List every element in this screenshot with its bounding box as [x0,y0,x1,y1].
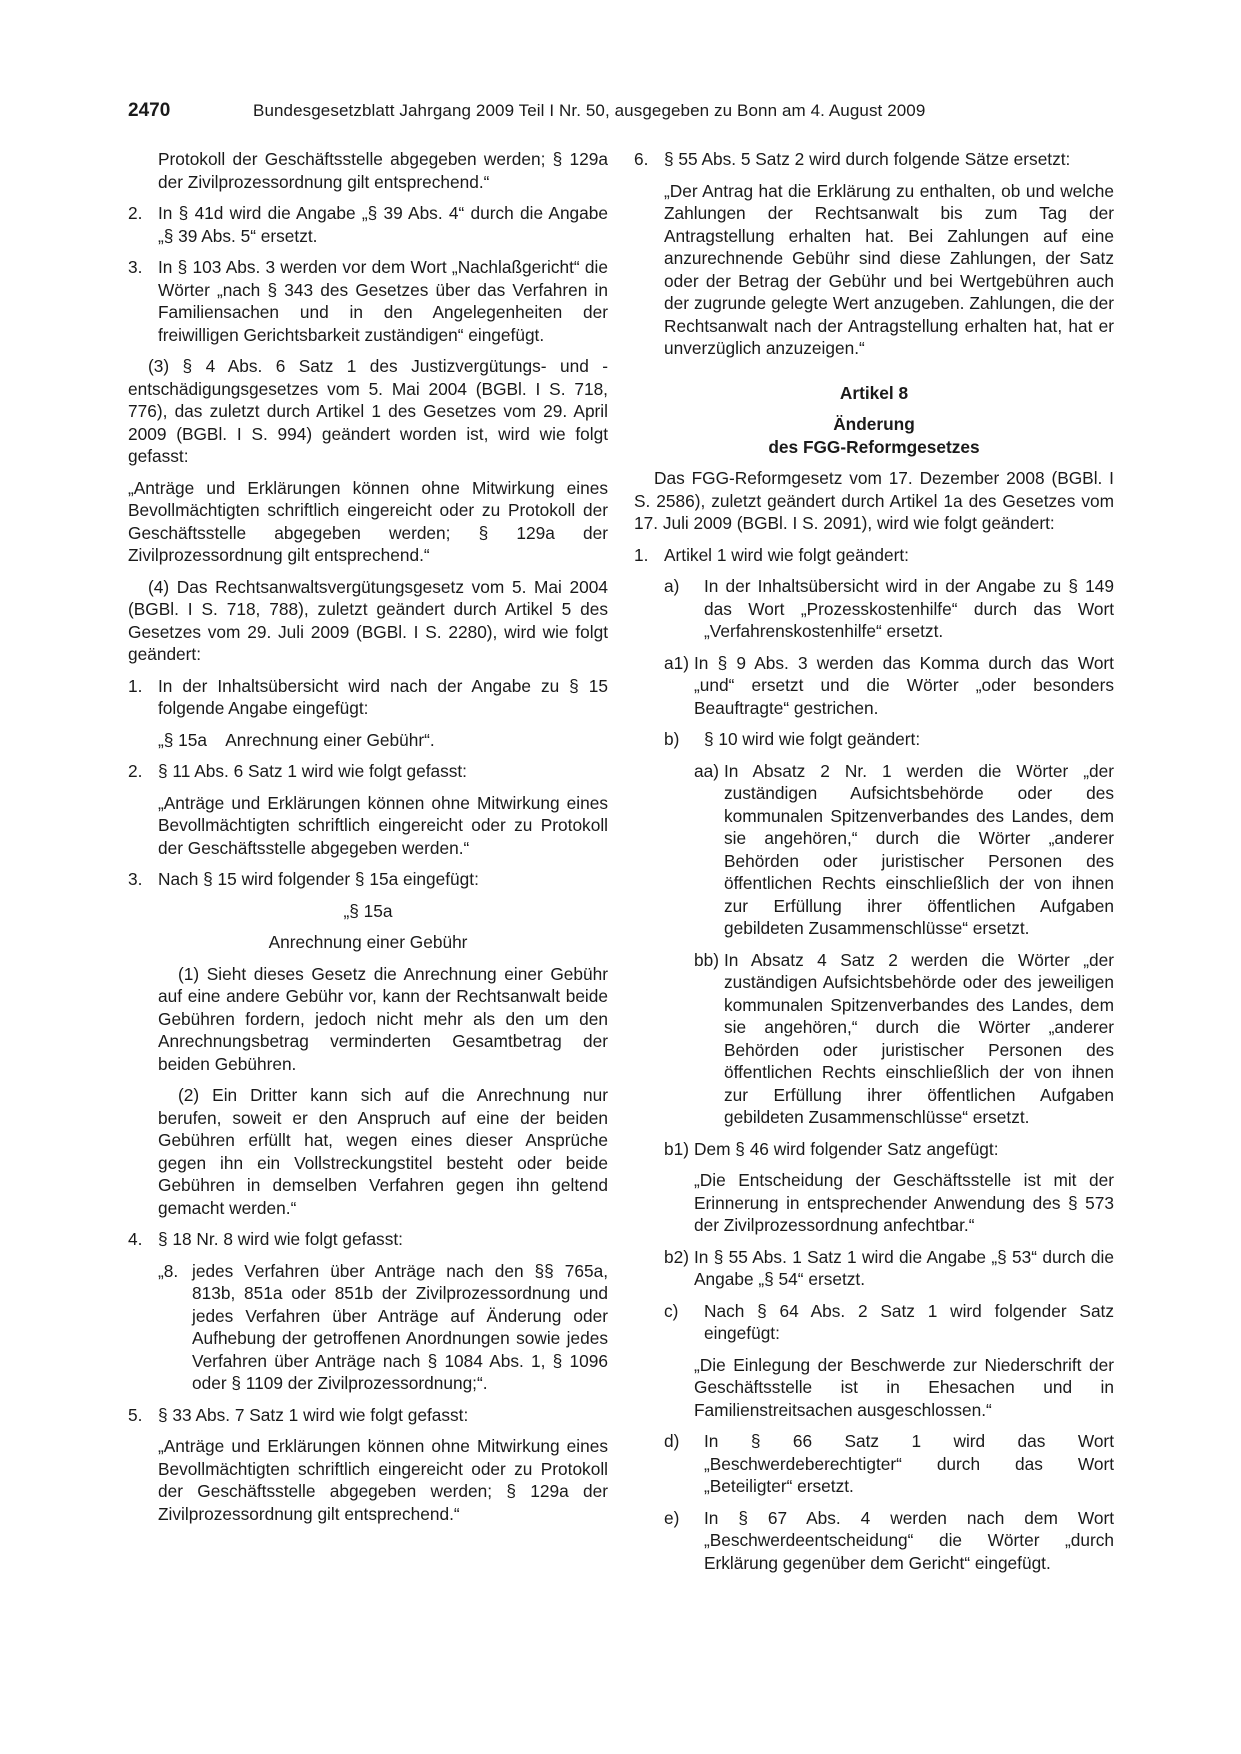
list-item-6 [634,148,1114,171]
item-text: § 18 Nr. 8 wird wie folgt gefasst: [158,1229,403,1249]
quote-11: „Anträge und Erklärungen können ohne Mitwirkung eines Bevollmächtigten schriftlich eingereicht oder zu Protokoll der Geschäftsstelle abgegeben werden.“ [158,792,608,858]
item-number: 5. [128,1404,143,1425]
article-intro: Das FGG-Reformgesetz vom 17. Dezember 2008 (BGBl. I S. 2586), zuletzt geändert durch Artikel 1a des Gesetzes vom 17. Juli 2009 (BGBl. I S. 2091), wird wie folgt geändert: [634,468,1114,533]
paragraph-3: (3) § 4 Abs. 6 Satz 1 des Justizvergütungs- und -entschädigungsgesetzes vom 5. Mai 2004 (BGBl. I S. 718, 776), das zuletzt durch Artikel 1 des Gesetzes vom 29. April 2009 (BGBl. I S. 994) geändert worden ist, wird wie folgt gefasst: [128,356,608,466]
item-number: 4. [128,1229,143,1249]
sub-item-b1 [634,1138,1114,1161]
quote-18-nr8 [128,1260,608,1395]
list-item-1r [634,544,1114,567]
list-item-5 [128,1404,608,1427]
list-item-1 [128,675,608,720]
quote-15a-entry: „§ 15a Anrechnung einer Gebühr“. [158,729,435,750]
item-number: 3. [128,869,143,889]
sub-sub-item-bb [634,949,1114,1129]
sub-item-d [634,1430,1114,1498]
list-item-2b [128,760,608,783]
item-number: 2. [128,203,143,223]
list-item-3b [128,868,608,891]
article-subtitle-2: des FGG-Reformgesetzes [768,436,980,457]
sub-item-a1 [634,652,1114,720]
item-number: 1. [128,675,143,696]
sub-item-c [634,1300,1114,1345]
item-number: 1. [634,544,649,565]
item-text: In der Inhaltsübersicht wird in der Angabe zu § 149 das Wort „Prozesskostenhilfe“ durch das Wort „Verfahrenskostenhilfe“ ersetzt. [704,576,1114,641]
quote-33: „Anträge und Erklärungen können ohne Mitwirkung eines Bevollmächtigten schriftlich eingereicht oder zu Protokoll der Geschäftsstelle abgegeben werden; § 129a der Zivilprozessordnung gilt entsprechend.“ [158,1436,608,1524]
right-column [634,148,1114,1574]
quote-paragraph-3: „Anträge und Erklärungen können ohne Mitwirkung eines Bevollmächtigten schriftlich eingereicht oder zu Protokoll der Geschäftsstelle abgegeben werden; § 129a der Zivilprozessordnung gilt entsprechend.“ [128,477,608,565]
item-label: a1) [664,652,689,673]
list-item-3 [128,256,608,346]
continued-text: Protokoll der Geschäftsstelle abgegeben werden; § 129a der Zivilprozessordnung gilt entsprechend.“ [158,149,608,192]
sub-item-e [634,1507,1114,1575]
item-label: b1) [664,1138,689,1159]
sub-item-b [634,728,1114,751]
item-number: 3. [128,257,143,277]
item-text: jedes Verfahren über Anträge nach den §§ 765a, 813b, 851a oder 851b der Zivilprozessordnung und jedes Verfahren über Anträge auf Änderung oder Aufhebung der getroffenen Anordnungen sowie jedes Verfahren über Anträge nach § 1084 Abs. 1, § 1096 oder § 1109 der Zivilprozessordnung;“. [192,1260,608,1393]
item-label: c) [664,1300,679,1321]
section-15a-title: Anrechnung einer Gebühr [268,932,468,952]
item-label: a) [664,576,680,596]
quote-64: „Die Einlegung der Beschwerde zur Niederschrift der Geschäftsstelle ist in Ehesachen und in Familienstreitsachen ausgeschlossen.“ [694,1354,1114,1420]
item-label: d) [664,1431,680,1451]
section-15a-para-2: (2) Ein Dritter kann sich auf die Anrechnung nur berufen, soweit er den Anspruch auf eine der beiden Gebühren erfüllt hat, wegen eines dieser Ansprüche gegen ihn ein Vollstreckungstitel besteht oder beide Gebühren in demselben Verfahren gegen ihn geltend gemacht werden.“ [158,1085,608,1218]
item-text: In § 67 Abs. 4 werden nach dem Wort „Beschwerdeentscheidung“ die Wörter „durch Erklärung gegenüber dem Gericht“ eingefügt. [704,1507,1114,1573]
item-text: In Absatz 2 Nr. 1 werden die Wörter „der zuständigen Aufsichtsbehörde oder des kommunalen Spitzenverbandes des Landes, dem sie angehören,“ durch die Wörter „anderer Behörden oder juristischer Personen des öffentlichen Rechts einschließlich der von ihnen zur Erfüllung ihrer öffentlichen Aufgaben gebildeten Zusammenschlüsse“ ersetzt. [724,760,1114,938]
item-number: 6. [634,149,649,169]
page-number: 2470 [128,100,171,121]
item-number: 2. [128,761,143,781]
section-15a-heading: „§ 15a [343,900,393,921]
item-text: Nach § 15 wird folgender § 15a eingefügt: [158,869,479,889]
item-text: In der Inhaltsübersicht wird nach der Angabe zu § 15 folgende Angabe eingefügt: [158,675,608,718]
item-text: In § 41d wird die Angabe „§ 39 Abs. 4“ durch die Angabe „§ 39 Abs. 5“ ersetzt. [158,203,608,246]
item-number: „8. [158,1260,179,1281]
sub-item-a [634,575,1114,643]
article-title: Artikel 8 [839,382,909,403]
item-text: Nach § 64 Abs. 2 Satz 1 wird folgender Satz eingefügt: [704,1300,1114,1343]
item-text: In § 55 Abs. 1 Satz 1 wird die Angabe „§ 53“ durch die Angabe „§ 54“ ersetzt. [694,1246,1114,1289]
list-item-4 [128,1228,608,1251]
item-text: Artikel 1 wird wie folgt geändert: [664,544,909,565]
item-label: b2) [664,1246,689,1267]
sub-item-b2 [634,1246,1114,1291]
paragraph-4: (4) Das Rechtsanwaltsvergütungsgesetz vom 5. Mai 2004 (BGBl. I S. 718, 788), zuletzt geändert durch Artikel 5 des Gesetzes vom 29. Juli 2009 (BGBl. I S. 2280), wird wie folgt geändert: [128,576,608,664]
left-column [128,148,608,1525]
page-header [128,100,1114,126]
item-label: b) [664,729,680,749]
section-15a-para-1: (1) Sieht dieses Gesetz die Anrechnung einer Gebühr auf eine andere Gebühr vor, kann der Rechtsanwalt beide Gebühren fordern, jedoch nicht mehr als den um den Anrechnungsbetrag verminderten Gesamtbetrag der beiden Gebühren. [158,963,608,1074]
item-text: § 11 Abs. 6 Satz 1 wird wie folgt gefasst: [158,761,467,781]
item-text: § 55 Abs. 5 Satz 2 wird durch folgende Sätze ersetzt: [664,149,1071,169]
item-text: In Absatz 4 Satz 2 werden die Wörter „der zuständigen Aufsichtsbehörde oder des jeweiligen kommunalen Spitzenverbandes des Landes, dem sie angehören,“ durch die Wörter „anderer Behörden oder juristischer Personen des öffentlichen Rechts einschließlich der von ihnen zur Erfüllung ihrer öffentlichen Aufgaben gebildeten Zusammenschlüsse“ ersetzt. [724,949,1114,1127]
quote-46: „Die Entscheidung der Geschäftsstelle ist mit der Erinnerung in entsprechender Anwendung des § 573 der Zivilprozessordnung anfechtbar.“ [694,1170,1114,1235]
article-subtitle-1: Änderung [833,414,915,434]
item-text: In § 66 Satz 1 wird das Wort „Beschwerdeberechtigter“ durch das Wort „Beteiligter“ ersetzt. [704,1431,1114,1496]
item-label: aa) [694,760,719,781]
item-text: § 10 wird wie folgt geändert: [704,729,921,749]
gazette-title: Bundesgesetzblatt Jahrgang 2009 Teil I Nr. 50, ausgegeben zu Bonn am 4. August 2009 [253,101,926,120]
item-text: Dem § 46 wird folgender Satz angefügt: [694,1138,999,1159]
quote-55: „Der Antrag hat die Erklärung zu enthalten, ob und welche Zahlungen der Rechtsanwalt bis zum Tag der Antragstellung erhalten hat. Bei Zahlungen auf eine anzurechnende Gebühr sind diese Zahlungen, der Satz oder der Betrag der Gebühr und bei Wertgebühren auch der zugrunde gelegte Wert anzugeben. Zahlungen, die der Rechtsanwalt nach der Antragstellung erhalten hat, hat er unverzüglich anzuzeigen.“ [664,180,1114,358]
sub-sub-item-aa [634,760,1114,940]
item-text: § 33 Abs. 7 Satz 1 wird wie folgt gefasst: [158,1404,469,1425]
item-text: In § 9 Abs. 3 werden das Komma durch das Wort „und“ ersetzt und die Wörter „oder besonders Beauftragte“ gestrichen. [694,652,1114,718]
item-text: In § 103 Abs. 3 werden vor dem Wort „Nachlaßgericht“ die Wörter „nach § 343 des Gesetzes über das Verfahren in Familiensachen und in den Angelegenheiten der freiwilligen Gerichtsbarkeit zuständigen“ eingefügt. [158,257,608,345]
item-label: e) [664,1507,680,1528]
list-item-2 [128,202,608,247]
item-label: bb) [694,949,719,970]
